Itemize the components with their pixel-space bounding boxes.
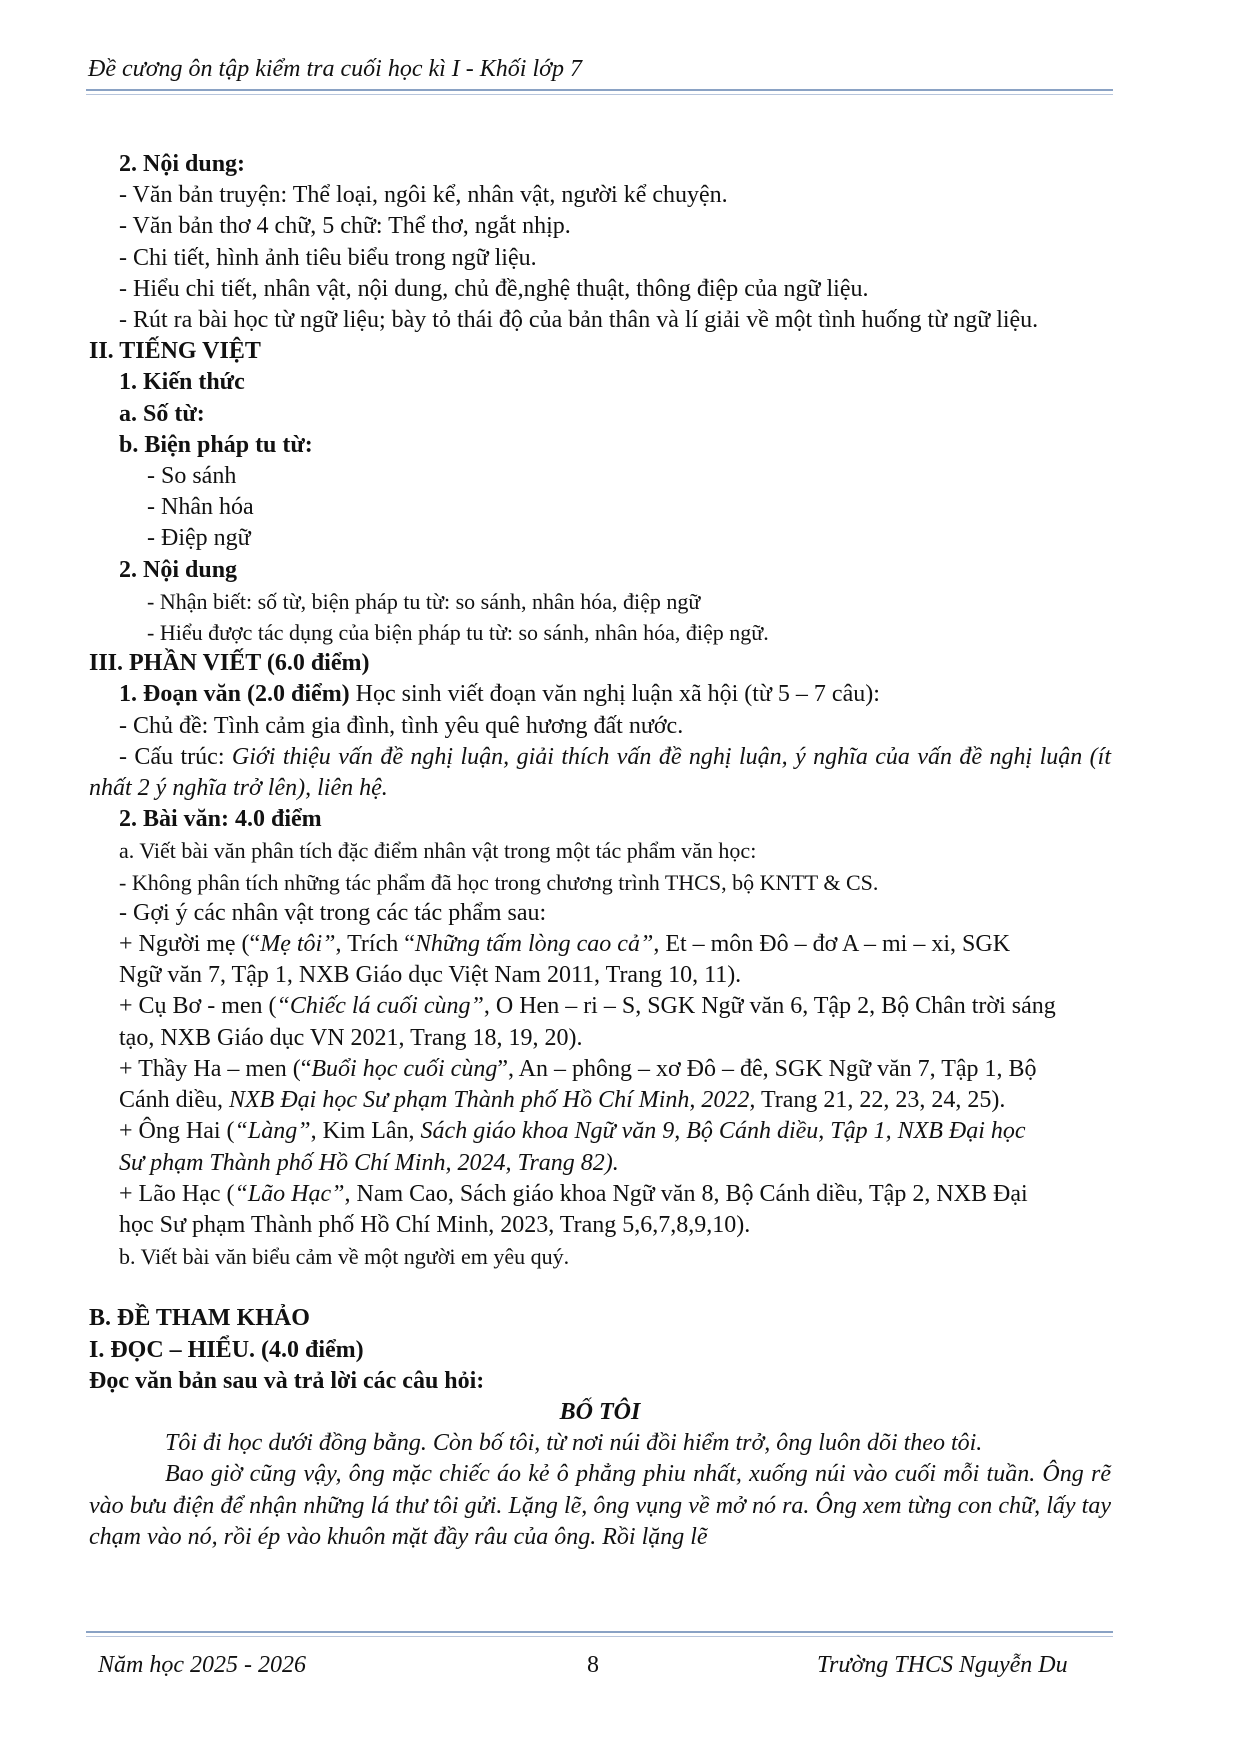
subsection-heading: 2. Bài văn: 4.0 điểm: [119, 806, 322, 833]
citation-title: Mẹ tôi”: [260, 931, 336, 958]
citation-item: [89, 1179, 1111, 1241]
list-item: - Hiểu chi tiết, nhân vật, nội dung, chủ đề,nghệ thuật, thông điệp của ngữ liệu.: [119, 275, 869, 302]
list-item: - So sánh: [147, 463, 237, 490]
footer-rule-secondary: [86, 1636, 1113, 1637]
citation-text: , Et – môn Đô – đơ A – mi – xi, SGK Ngữ văn 7, Tập 1, NXB Giáo dục Việt Nam 2011, Trang 10, 11).: [119, 931, 1011, 989]
subsection-heading: 1. Kiến thức: [119, 369, 245, 396]
citation-title: “Làng”: [234, 1118, 311, 1145]
citation-title: “Lão Hạc”: [234, 1180, 345, 1207]
citation-title: Những tấm lòng cao cả”: [414, 931, 654, 958]
list-item: - Gợi ý các nhân vật trong các tác phẩm sau:: [119, 899, 547, 926]
citation-text: , Nam Cao, Sách giáo khoa Ngữ văn 8, Bộ Cánh diều, Tập 2, NXB Đại học Sư phạm Thành phố Hồ Chí Minh, 2023, Trang 5,6,7,8,9,10).: [119, 1180, 1028, 1238]
document-body: [89, 149, 1111, 1553]
page-header-title: Đề cương ôn tập kiểm tra cuối học kì I - Khối lớp 7: [88, 56, 582, 82]
footer-rule: [86, 1631, 1113, 1633]
list-item: a. Viết bài văn phân tích đặc điểm nhân vật trong một tác phẩm văn học:: [119, 838, 757, 864]
instruction-text: Đọc văn bản sau và trả lời các câu hỏi:: [89, 1367, 485, 1394]
citation-title: Buổi học cuối cùng: [311, 1055, 498, 1082]
list-item: - Điệp ngữ: [147, 525, 251, 552]
paragraph-text: Học sinh viết đoạn văn nghị luận xã hội (từ 5 – 7 câu):: [349, 681, 880, 708]
citation-item: [89, 1116, 1111, 1178]
footer-school-year: Năm học 2025 - 2026: [98, 1652, 306, 1678]
citation-item: [89, 991, 1111, 1053]
section-heading: II. TIẾNG VIỆT: [89, 338, 261, 365]
reading-paragraph: Bao giờ cũng vậy, ông mặc chiếc áo kẻ ô phẳng phiu nhất, xuống núi vào cuối mỗi tuần. Ông rẽ vào bưu điện để nhận những lá thư tôi gửi. Lặng lẽ, ông vụng về mở nó ra. Ông xem từng con chữ, lấy tay chạm vào nó, rồi ép vào khuôn mặt đầy râu của ông. Rồi lặng lẽ: [89, 1461, 1111, 1550]
list-item: - Nhận biết: số từ, biện pháp tu từ: so sánh, nhân hóa, điệp ngữ: [147, 588, 701, 614]
citation-title: Sách giáo khoa Ngữ văn 9, Bộ Cánh diều, Tập 1, NXB Đại học Sư phạm Thành phố Hồ Chí Minh, 2024, Trang 82).: [119, 1118, 1026, 1176]
citation-text: ”, An – phông – xơ Đô – đê, SGK Ngữ văn 7, Tập 1, Bộ Cánh diều,: [119, 1055, 1037, 1114]
header-rule-secondary: [86, 94, 1113, 95]
citation-item: [89, 929, 1111, 991]
item-prefix: - Cấu trúc:: [119, 743, 232, 770]
citation-text: + Người mẹ (“: [119, 931, 261, 958]
list-item: - Chi tiết, hình ảnh tiêu biểu trong ngữ liệu.: [119, 244, 537, 271]
subsection-heading: a. Số từ:: [119, 400, 205, 427]
citation-text: + Ông Hai (: [119, 1118, 235, 1145]
list-item: - Văn bản truyện: Thể loại, ngôi kể, nhân vật, người kể chuyện.: [119, 182, 728, 209]
citation-title: “Chiếc lá cuối cùng”: [276, 993, 484, 1020]
header-rule: [86, 89, 1113, 91]
list-item: - Văn bản thơ 4 chữ, 5 chữ: Thể thơ, ngắt nhịp.: [119, 213, 571, 240]
citation-text: , Kim Lân,: [310, 1118, 421, 1145]
citation-text: + Cụ Bơ - men (: [119, 993, 277, 1020]
list-item: - Chủ đề: Tình cảm gia đình, tình yêu quê hương đất nước.: [119, 712, 684, 739]
subsection-heading: b. Biện pháp tu từ:: [119, 431, 313, 458]
citation-text: , Trích “: [335, 931, 415, 958]
footer-school-name: Trường THCS Nguyễn Du: [817, 1652, 1068, 1678]
citation-text: + Lão Hạc (: [119, 1180, 235, 1207]
page-number: 8: [587, 1652, 599, 1678]
citation-title: NXB Đại học Sư phạm Thành phố Hồ Chí Minh, 2022,: [228, 1087, 756, 1114]
section-heading: III. PHẦN VIẾT (6.0 điểm): [89, 650, 370, 677]
reading-title: BỐ TÔI: [559, 1398, 641, 1425]
section-heading: I. ĐỌC – HIỂU. (4.0 điểm): [89, 1336, 364, 1363]
list-item: - Không phân tích những tác phẩm đã học trong chương trình THCS, bộ KNTT & CS.: [119, 869, 879, 895]
list-item: - Hiểu được tác dụng của biện pháp tu từ: so sánh, nhân hóa, điệp ngữ.: [147, 620, 769, 646]
section-heading: 2. Nội dung:: [119, 151, 246, 177]
section-heading: B. ĐỀ THAM KHẢO: [89, 1305, 310, 1332]
list-item: [89, 742, 1111, 804]
paragraph-heading: 1. Đoạn văn (2.0 điểm): [119, 681, 350, 708]
subsection-heading: 2. Nội dung: [119, 556, 238, 583]
list-item: - Nhân hóa: [147, 494, 254, 521]
list-item: b. Viết bài văn biểu cảm về một người em yêu quý.: [119, 1244, 570, 1270]
citation-text: Trang 21, 22, 23, 24, 25).: [755, 1087, 1006, 1114]
item-text: Giới thiệu vấn đề nghị luận, giải thích vấn đề nghị luận, ý nghĩa của vấn đề nghị luận (ít nhất 2 ý nghĩa trở lên), liên hệ.: [89, 743, 1112, 802]
citation-text: + Thầy Ha – men (“: [119, 1055, 312, 1082]
paragraph: [89, 679, 1111, 710]
citation-item: [89, 1054, 1111, 1116]
citation-text: , O Hen – ri – S, SGK Ngữ văn 6, Tập 2, Bộ Chân trời sáng tạo, NXB Giáo dục VN 2021, Trang 18, 19, 20).: [119, 993, 1056, 1051]
spacer: [89, 1272, 1111, 1303]
list-item: - Rút ra bài học từ ngữ liệu; bày tỏ thái độ của bản thân và lí giải về một tình huống từ ngữ liệu.: [119, 307, 1039, 334]
reading-paragraph: Tôi đi học dưới đồng bằng. Còn bố tôi, từ nơi núi đồi hiểm trở, ông luôn dõi theo tôi.: [165, 1430, 983, 1457]
